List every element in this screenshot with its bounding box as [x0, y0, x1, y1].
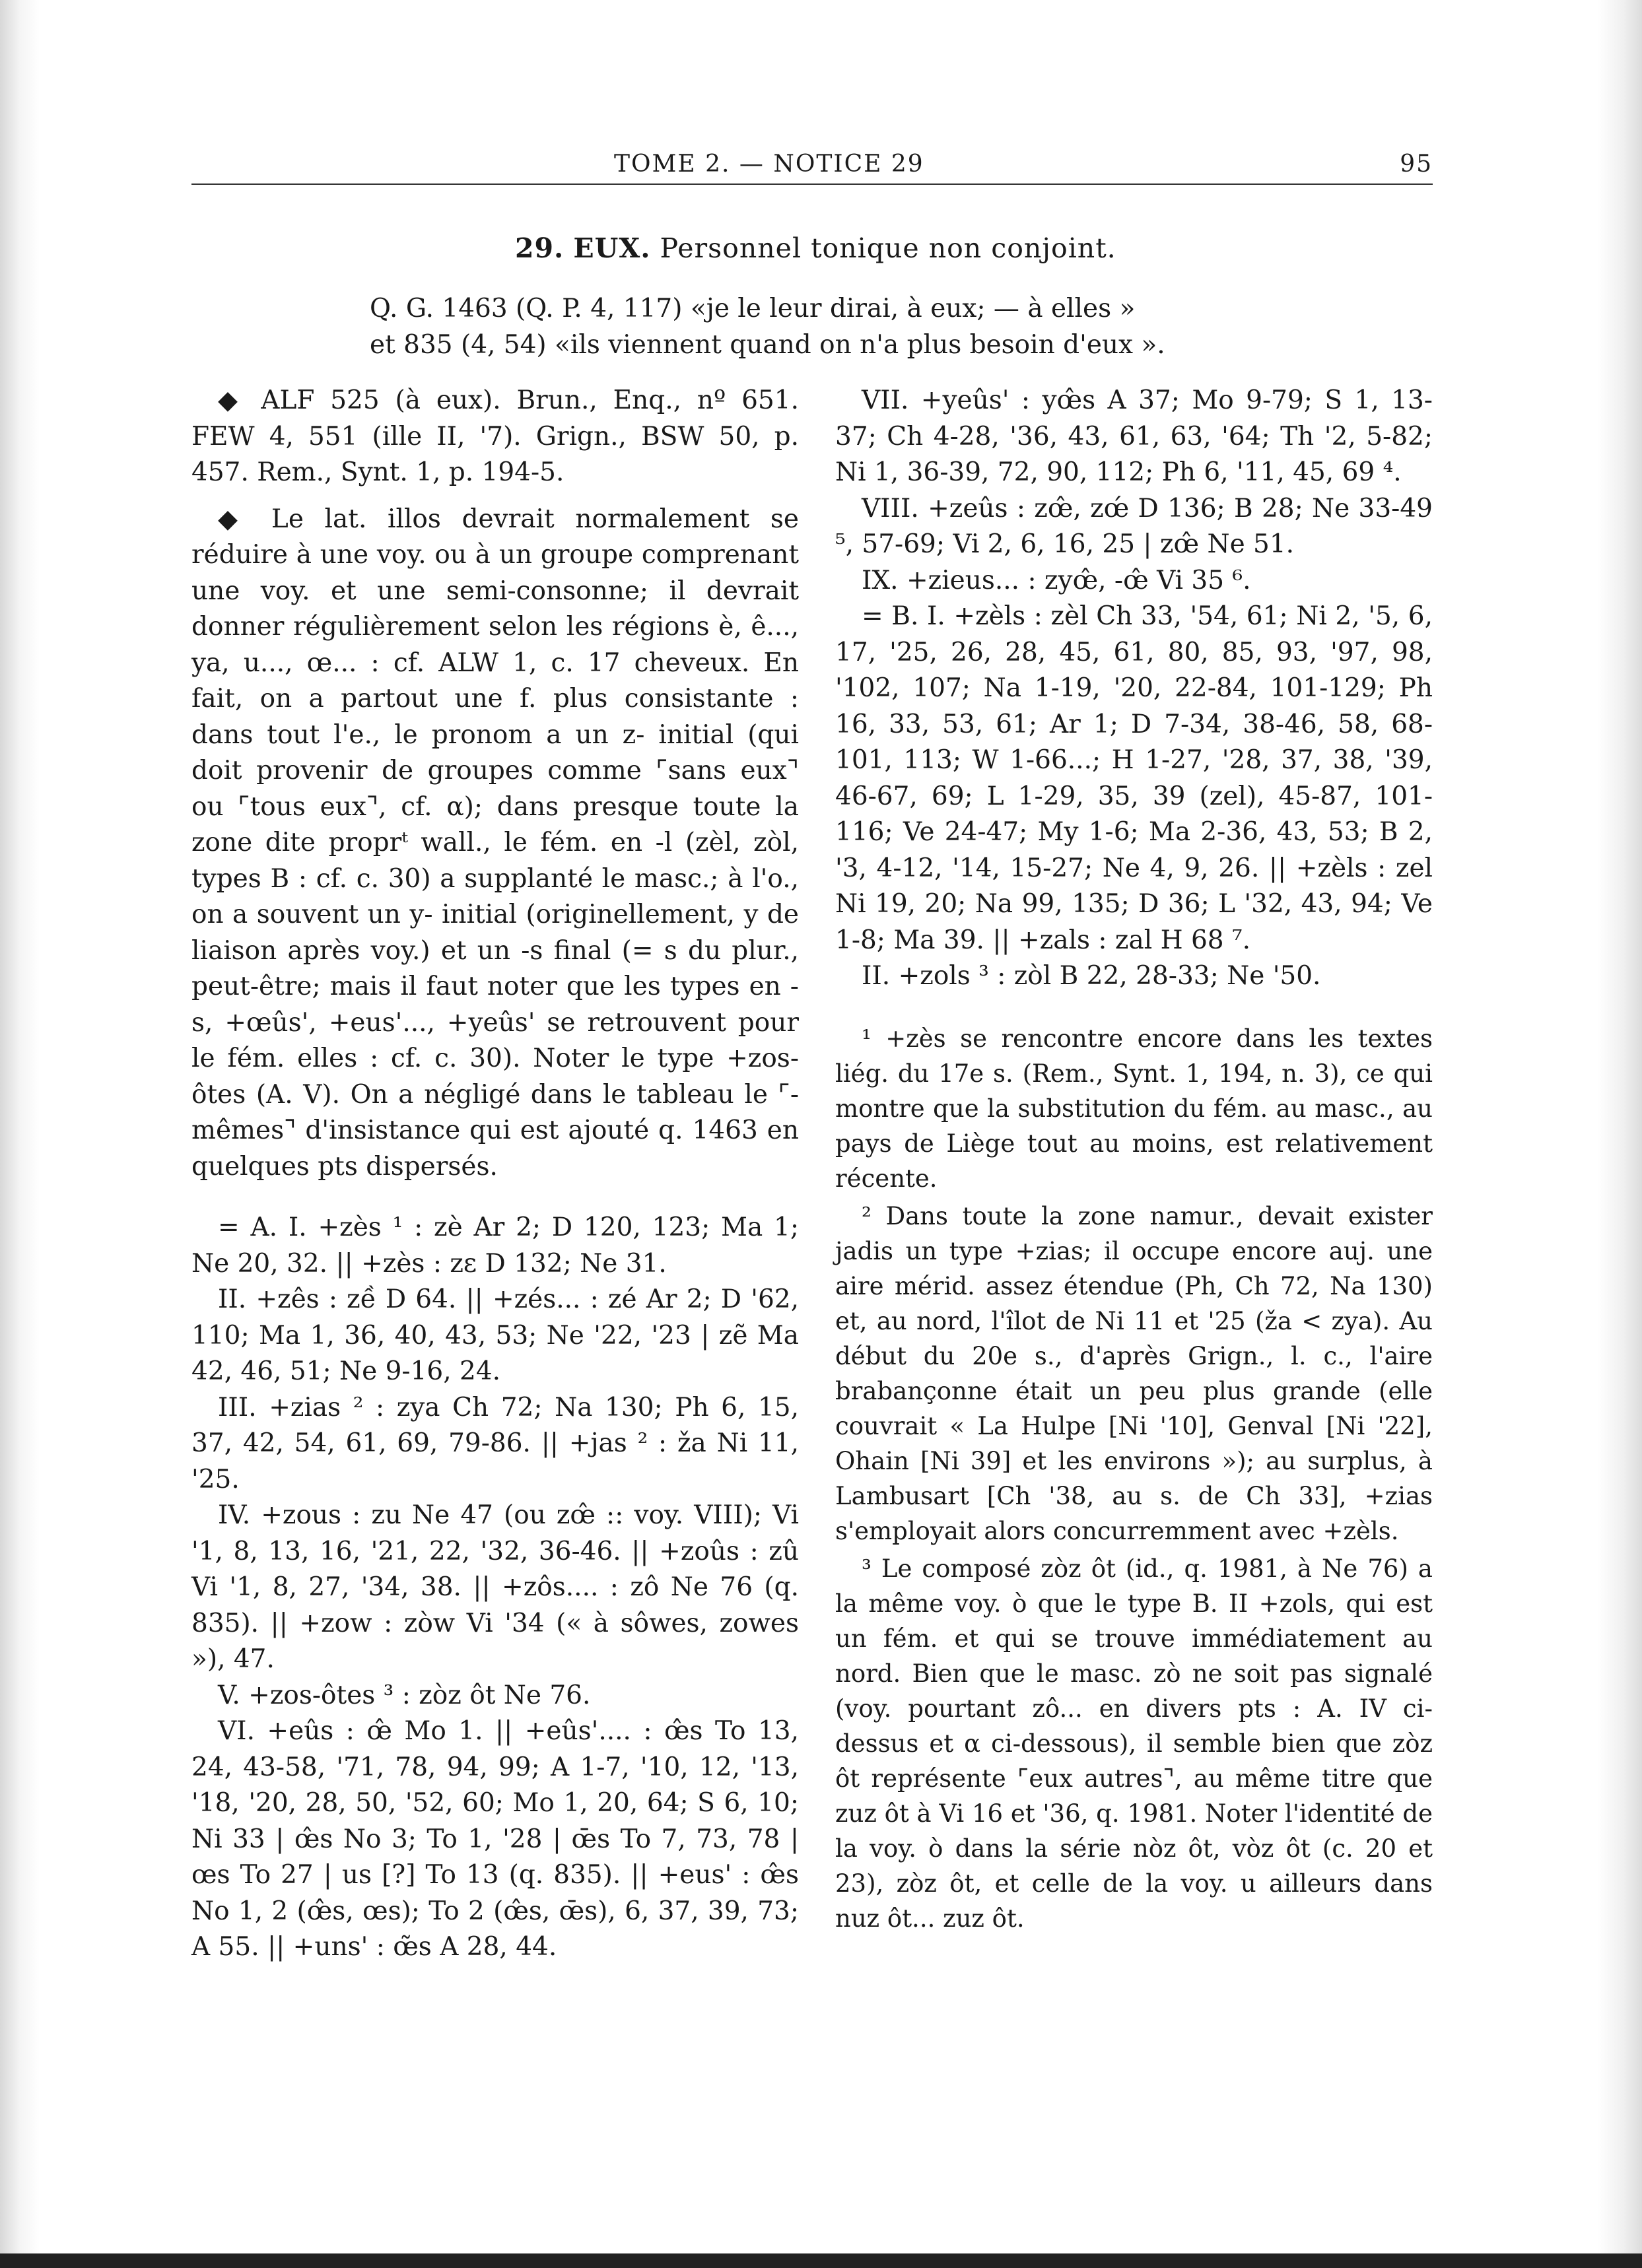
header-rule	[191, 183, 1433, 185]
form-list-item: = B. I. +zèls : zèl Ch 33, '54, 61; Ni 2, '5, 6, 17, '25, 26, 28, 45, 61, 80, 85, 93, '97, 98, '102, 107; Na 1-19, '20, 22-84, 101-129; Ph 16, 33, 53, 61; Ar 1; D 7-34, 38-46, 58, 68-101, 113; W 1-66...; H 1-27, '28, 37, 38, '39, 46-67, 69; L 1-29, 35, 39 (zel), 45-87, 101-116; Ve 24-47; My 1-6; Ma 2-36, 43, 53; B 2, '3, 4-12, '14, 15-27; Ne 4, 9, 26. || +zèls : zel Ni 19, 20; Na 99, 135; D 36; L '32, 43, 94; Ve 1-8; Ma 39. || +zals : zal H 68 ⁷.	[835, 601, 1433, 955]
question-reference	[370, 290, 1254, 363]
bibliography-paragraph: ◆ ALF 525 (à eux). Brun., Enq., nº 651. FEW 4, 551 (ille II, '7). Grign., BSW 50, p. 457. Rem., Synt. 1, p. 194-5.	[191, 385, 799, 487]
form-list-item: II. +zols ³ : zòl B 22, 28-33; Ne '50.	[862, 961, 1321, 991]
footnotes	[835, 1021, 1433, 1936]
form-list-item: IV. +zous : zu Ne 47 (ou zœ̂ :: voy. VIII); Vi '1, 8, 13, 16, '21, 22, '32, 36-46. || +zoûs : zû Vi '1, 8, 27, '34, 38. || +zôs.... : zô Ne 76 (q. 835). || +zow : zòw Vi '34 (« à sôwes, zowes »), 47.	[191, 1500, 799, 1674]
left-column	[191, 383, 799, 1966]
form-list-item: IX. +zieus... : zyœ̂, -œ̂ Vi 35 ⁶.	[862, 565, 1251, 595]
scan-edge	[0, 2253, 1642, 2268]
form-list-item: VI. +eûs : œ̂ Mo 1. || +eûs'.... : œ̂s To 13, 24, 43-58, '71, 78, 94, 99; A 1-7, '10, 12, '13, '18, '20, 28, 50, '52, 60; Mo 1, 20, 64; S 6, 10; Ni 33 | œ̂s No 3; To 1, '28 | œ̄s To 7, 73, 78 | œs To 27 | us [?] To 13 (q. 835). || +eus' : œ̂s No 1, 2 (œ̂s, œs); To 2 (œ̂s, œ̄s), 6, 37, 39, 73; A 55. || +uns' : œ̃s A 28, 44.	[191, 1716, 799, 1962]
form-list-item: VIII. +zeûs : zœ̂, zœ́ D 136; B 28; Ne 33-49 ⁵, 57-69; Vi 2, 6, 16, 25 | zœ̂ Ne 51.	[835, 493, 1433, 559]
footnote: ³ Le composé zòz ôt (id., q. 1981, à Ne 76) a la même voy. ò que le type B. II +zols, qui est un fém. et qui se trouve immédiatement au nord. Bien que le masc. zò ne soit pas signalé (voy. pourtant zô... en divers pts : A. IV ci-dessus et α ci-dessous), il semble bien que zòz ôt représente ⌜eux autres⌝, au même titre que zuz ôt à Vi 16 et '36, q. 1981. Noter l'identité de la voy. ò dans la série nòz ôt, vòz ôt (c. 20 et 23), zòz ôt, et celle de la voy. u ailleurs dans nuz ôt... zuz ôt.	[835, 1554, 1433, 1933]
entry-number: 29.	[515, 232, 564, 264]
footnote: ¹ +zès se rencontre encore dans les textes liég. du 17e s. (Rem., Synt. 1, 194, n. 3), ce qui montre que la substitution du fém. au masc., au pays de Liège tout au moins, est relativement récente.	[835, 1024, 1433, 1193]
right-column	[835, 383, 1433, 1939]
form-list-item: = A. I. +zès ¹ : zè Ar 2; D 120, 123; Ma 1; Ne 20, 32. || +zès : zɛ D 132; Ne 31.	[191, 1213, 799, 1279]
entry-lemma: EUX.	[573, 232, 651, 264]
form-list-item: V. +zos-ôtes ³ : zòz ôt Ne 76.	[218, 1680, 591, 1710]
form-list-item: III. +zias ² : zya Ch 72; Na 130; Ph 6, 15, 37, 42, 54, 61, 69, 79-86. || +jas ² : ža Ni 11, '25.	[191, 1392, 799, 1494]
question-line: et 835 (4, 54) «ils viennent quand on n'a plus besoin d'eux ».	[370, 330, 1165, 360]
form-list-item: II. +zês : zề D 64. || +zés... : zé Ar 2; D '62, 110; Ma 1, 36, 40, 43, 53; Ne '22, '23 | zẽ Ma 42, 46, 51; Ne 9-16, 24.	[191, 1284, 799, 1386]
entry-heading	[515, 232, 1116, 264]
entry-gloss: Personnel tonique non conjoint.	[660, 232, 1116, 264]
running-head-title: TOME 2. — NOTICE 29	[614, 150, 924, 178]
commentary-paragraph: ◆ Le lat. illos devrait normalement se réduire à une voy. ou à un groupe comprenant une voy. et une semi-consonne; il devrait donner régulièrement selon les régions è, ê..., ya, u..., œ... : cf. ALW 1, c. 17 cheveux. En fait, on a partout une f. plus consistante : dans tout l'e., le pronom a un z- initial (qui doit provenir de groupes comme ⌜sans eux⌝ ou ⌜tous eux⌝, cf. α); dans presque toute la zone dite proprᵗ wall., le fém. en -l (zèl, zòl, types B : cf. c. 30) a supplanté le masc.; à l'o., on a souvent un y- initial (originellement, y de liaison après voy.) et un -s final (= s du plur., peut-être; mais il faut noter que les types en -s, +œûs', +eus'..., +yeûs' se retrouvent pour le fém. elles : cf. c. 30). Noter le type +zos-ôtes (A. V). On a négligé dans le tableau le ⌜-mêmes⌝ d'insistance qui est ajouté q. 1463 en quelques pts dispersés.	[191, 504, 799, 1182]
footnote: ² Dans toute la zone namur., devait exister jadis un type +zias; il occupe encore auj. une aire mérid. assez étendue (Ph, Ch 72, Na 130) et, au nord, l'îlot de Ni 11 et '25 (ža < zya). Au début du 20e s., d'après Grign., l. c., l'aire brabançonne était un peu plus grande (elle couvrait « La Hulpe [Ni '10], Genval [Ni '22], Ohain [Ni 39] et les environs »); au surplus, à Lambusart [Ch '38, au s. de Ch 33], +zias s'employait alors concurremment avec +zèls.	[835, 1201, 1433, 1545]
question-line: Q. G. 1463 (Q. P. 4, 117) «je le leur dirai, à eux; — à elles »	[370, 294, 1136, 323]
running-head	[191, 145, 1433, 185]
form-list-item: VII. +yeûs' : yœ̂s A 37; Mo 9-79; S 1, 13-37; Ch 4-28, '36, 43, 61, 63, '64; Th '2, 5-82; Ni 1, 36-39, 72, 90, 112; Ph 6, '11, 45, 69 ⁴.	[835, 385, 1433, 487]
page-number: 95	[1400, 150, 1433, 178]
